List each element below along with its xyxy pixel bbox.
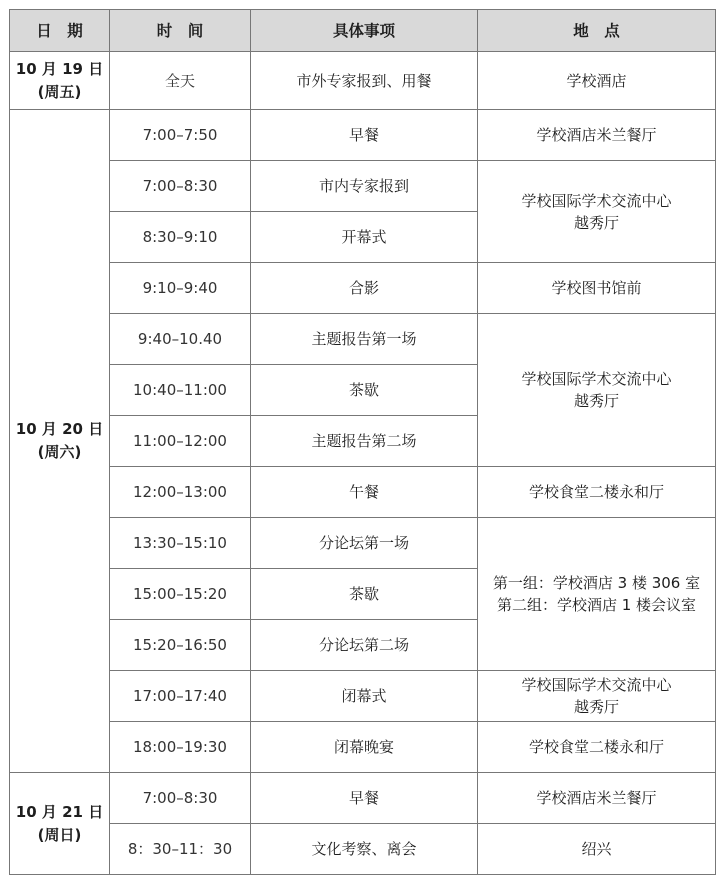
table-row — [10, 773, 716, 824]
item-cell: 市内专家报到 — [251, 161, 478, 212]
place-cell: 学校酒店米兰餐厅 — [478, 773, 716, 824]
place-cell: 学校食堂二楼永和厅 — [478, 722, 716, 773]
table-row — [10, 518, 716, 569]
item-cell: 开幕式 — [251, 212, 478, 263]
place-line: 越秀厅 — [573, 392, 619, 410]
item-cell: 分论坛第一场 — [251, 518, 478, 569]
header-row — [10, 10, 716, 52]
table-row — [10, 110, 716, 161]
time-cell: 18:00–19:30 — [110, 722, 251, 773]
table-row — [10, 467, 716, 518]
item-cell: 市外专家报到、用餐 — [251, 52, 478, 110]
item-cell: 闭幕晚宴 — [251, 722, 478, 773]
time-cell: 7:00–8:30 — [110, 161, 251, 212]
place-line: 学校国际学术交流中心 — [521, 676, 672, 694]
item-cell: 早餐 — [251, 773, 478, 824]
table-row — [10, 263, 716, 314]
item-cell: 合影 — [251, 263, 478, 314]
time-cell: 15:00–15:20 — [110, 569, 251, 620]
table-row — [10, 671, 716, 722]
place-cell: 绍兴 — [478, 824, 716, 875]
weekday-label: (周六) — [37, 443, 82, 461]
place-line: 越秀厅 — [573, 698, 619, 716]
item-cell: 茶歇 — [251, 365, 478, 416]
item-cell: 午餐 — [251, 467, 478, 518]
place-cell: 学校图书馆前 — [478, 263, 716, 314]
item-cell: 闭幕式 — [251, 671, 478, 722]
time-cell: 全天 — [110, 52, 251, 110]
place-cell: 学校食堂二楼永和厅 — [478, 467, 716, 518]
place-cell — [478, 161, 716, 263]
place-cell: 学校酒店 — [478, 52, 716, 110]
place-line: 第一组：学校酒店 3 楼 306 室 — [492, 574, 701, 592]
time-cell: 9:40–10.40 — [110, 314, 251, 365]
item-cell: 早餐 — [251, 110, 478, 161]
time-cell: 8:30–9:10 — [110, 212, 251, 263]
item-cell: 分论坛第二场 — [251, 620, 478, 671]
item-cell: 主题报告第一场 — [251, 314, 478, 365]
table-row — [10, 314, 716, 365]
time-cell: 12:00–13:00 — [110, 467, 251, 518]
item-cell: 文化考察、离会 — [251, 824, 478, 875]
table-row — [10, 52, 716, 110]
time-cell: 17:00–17:40 — [110, 671, 251, 722]
time-cell: 9:10–9:40 — [110, 263, 251, 314]
item-cell: 主题报告第二场 — [251, 416, 478, 467]
place-cell — [478, 314, 716, 467]
place-line: 越秀厅 — [573, 213, 619, 232]
table-row — [10, 161, 716, 212]
schedule-table — [9, 9, 716, 875]
date-cell-day1 — [10, 52, 110, 110]
date-label: 10 月 19 日 — [15, 59, 104, 78]
place-line: 学校国际学术交流中心 — [521, 370, 672, 388]
date-cell-day3 — [10, 773, 110, 875]
time-cell: 13:30–15:10 — [110, 518, 251, 569]
header-time: 时 间 — [110, 10, 251, 52]
place-cell: 学校酒店米兰餐厅 — [478, 110, 716, 161]
header-item: 具体事项 — [251, 10, 478, 52]
table-row — [10, 722, 716, 773]
place-line: 第二组：学校酒店 1 楼会议室 — [496, 596, 697, 614]
weekday-label: (周日) — [37, 825, 82, 844]
date-cell-day2 — [10, 110, 110, 773]
weekday-label: (周五) — [37, 82, 82, 101]
time-cell: 15:20–16:50 — [110, 620, 251, 671]
place-line: 学校国际学术交流中心 — [521, 191, 672, 210]
time-cell: 7:00–8:30 — [110, 773, 251, 824]
time-cell: 11:00–12:00 — [110, 416, 251, 467]
time-cell: 7:00–7:50 — [110, 110, 251, 161]
time-cell: 10:40–11:00 — [110, 365, 251, 416]
date-label: 10 月 21 日 — [15, 802, 104, 821]
table-row — [10, 824, 716, 875]
place-cell — [478, 671, 716, 722]
date-label: 10 月 20 日 — [15, 420, 104, 438]
time-cell: 8：30–11：30 — [110, 824, 251, 875]
header-place: 地 点 — [478, 10, 716, 52]
item-cell: 茶歇 — [251, 569, 478, 620]
place-cell — [478, 518, 716, 671]
header-date: 日 期 — [10, 10, 110, 52]
